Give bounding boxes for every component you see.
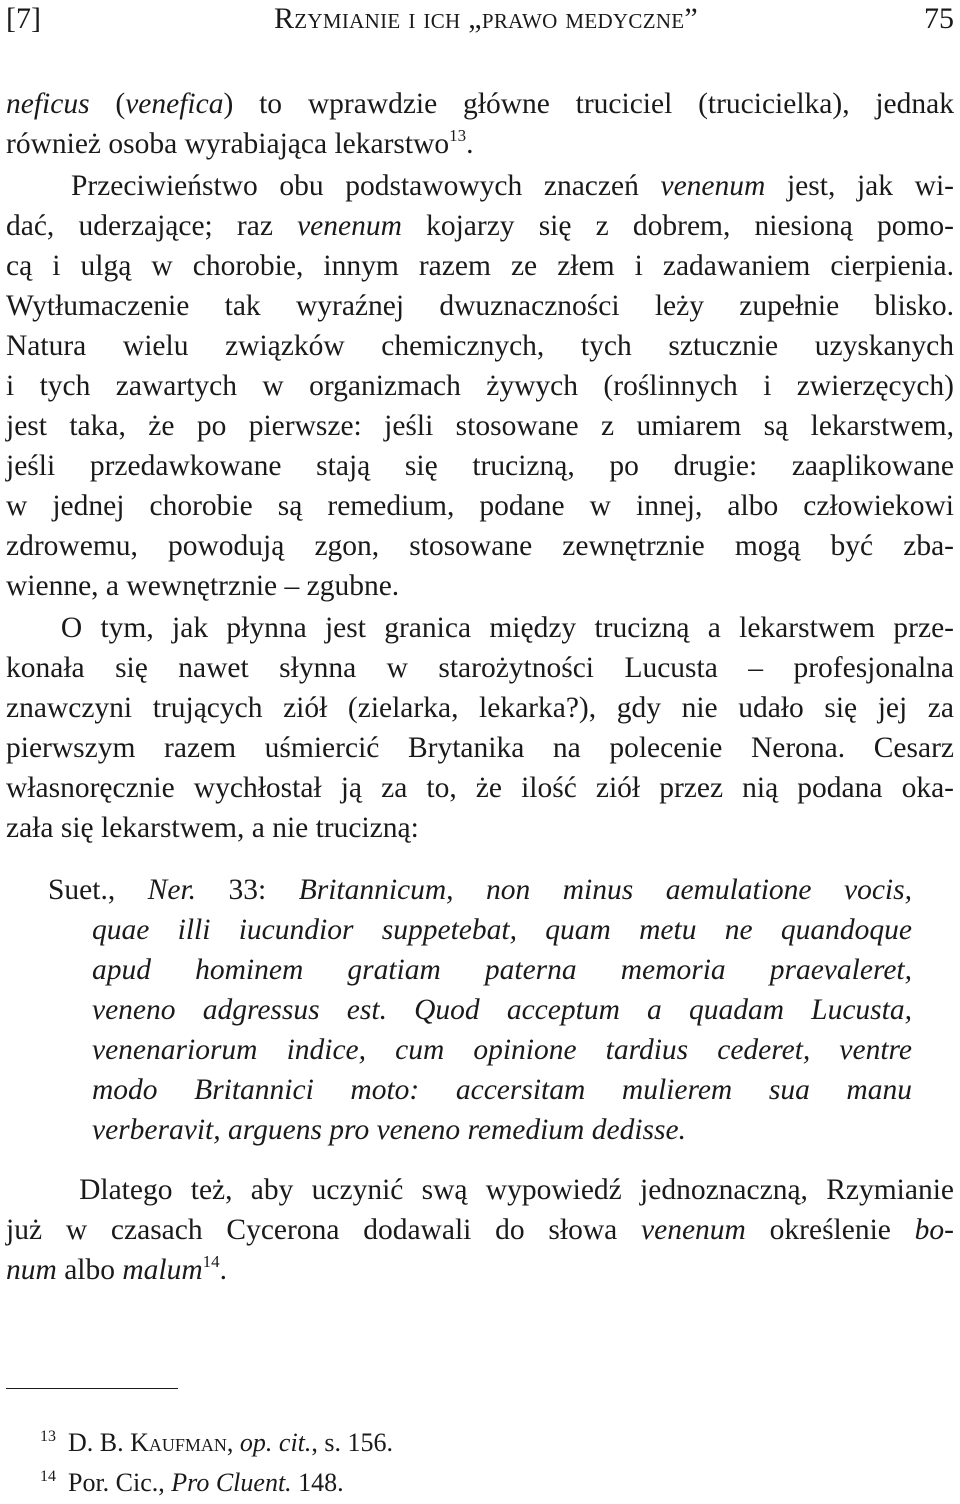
text-line: num albo malum$^{14}$. [6, 1252, 228, 1286]
quote-line: modo Britannici moto: accersitam mulierem sua manu [92, 1074, 912, 1106]
text-line: cą i ulgą w chorobie, innym razem ze złem i zadawaniem cierpienia. [6, 250, 954, 282]
block-quote [48, 870, 912, 1150]
text-line: Wytłumaczenie tak wyraźnej dwuznaczności leży zupełnie blisko. [6, 290, 954, 322]
text-line: Przeciwieństwo obu podstawowych znaczeń venenum jest, jak wi- [70, 170, 954, 202]
quote-source: Suet., Ner. 33: [48, 874, 299, 906]
text-line: znawczyni trujących ziół (zielarka, lekarka?), gdy nie udało się jej za [6, 692, 954, 724]
paragraph-venenum [6, 166, 954, 606]
text-line: neficus (venefica) to wprawdzie główne truciciel (trucicielka), jednak [6, 88, 954, 120]
text-line: Dlatego też, aby uczynić swą wypowiedź jednoznaczną, Rzymianie [79, 1174, 954, 1206]
text-line: w jednej chorobie są remedium, podane w innej, albo człowiekowi [6, 490, 954, 522]
quote-line: veneno adgressus est. Quod acceptum a quadam Lucusta, [92, 994, 912, 1026]
text-line: jest taka, że po pierwsze: jeśli stosowane z umiarem są lekarstwem, [6, 410, 954, 442]
quote-line: verberavit, arguens pro veneno remedium dedisse. [92, 1114, 686, 1146]
text-line: pierwszym razem uśmiercić Brytanika na polecenie Nerona. Cesarz [6, 732, 954, 764]
page-marker: [7] [6, 2, 41, 35]
footnote-number: 14 [40, 1468, 56, 1485]
quote-line: quae illi iucundior suppetebat, quam metu ne quandoque [92, 914, 912, 946]
running-header [6, 0, 954, 40]
text-line: jeśli przedawkowane stają się trucizną, po drugie: zaaplikowane [6, 450, 954, 482]
paragraph-lucusta [6, 608, 954, 848]
footnote-ref: 14 [202, 1252, 220, 1271]
text-line: wienne, a wewnętrznie – zgubne. [6, 570, 400, 602]
text-line: O tym, jak płynna jest granica między trucizną a lekarstwem prze- [60, 612, 954, 644]
footnote-number: 13 [40, 1428, 56, 1445]
paragraph-bonum-malum [6, 1170, 954, 1290]
text-line: konała się nawet słynna w starożytności Lucusta – profesjonalna [6, 652, 954, 684]
quote-line: venenariorum indice, cum opinione tardius cederet, ventre [92, 1034, 912, 1066]
footnote-ref: 13 [449, 126, 467, 145]
text-line: już w czasach Cycerona dodawali do słowa venenum określenie bo- [6, 1214, 954, 1246]
text-line: własnoręcznie wychłostał ją za to, że ilość ziół przez nią podana oka- [6, 772, 954, 804]
footnote-divider [6, 1388, 178, 1389]
text-line: Natura wielu związków chemicznych, tych sztucznie uzyskanych [6, 330, 954, 362]
running-title: Rzymianie i ich „prawo medyczne” [274, 2, 699, 35]
text-line: dać, uderzające; raz venenum kojarzy się z dobrem, niesioną pomo- [6, 210, 954, 242]
text-line: zała się lekarstwem, a nie trucizną: [6, 812, 419, 844]
quote-line: apud hominem gratiam paterna memoria praevaleret, [92, 954, 912, 986]
page-number: 75 [924, 2, 954, 35]
text-line: i tych zawartych w organizmach żywych (roślinnych i zwierzęcych) [6, 370, 954, 402]
footnote-13: $^{13}$ D. B. Kaufman, op. cit., s. 156. [40, 1428, 394, 1457]
quote-line: Suet., Ner. 33: Britannicum, non minus aemulatione vocis, [48, 874, 912, 906]
paragraph-continuation [6, 84, 954, 164]
text-line: również osoba wyrabiająca lekarstwo$^{13}$. [6, 126, 474, 160]
text-line: zdrowemu, powodują zgon, stosowane zewnętrznie mogą być zba- [6, 530, 954, 562]
footnote-14: $^{14}$ Por. Cic., Pro Cluent. 148. [40, 1468, 344, 1497]
